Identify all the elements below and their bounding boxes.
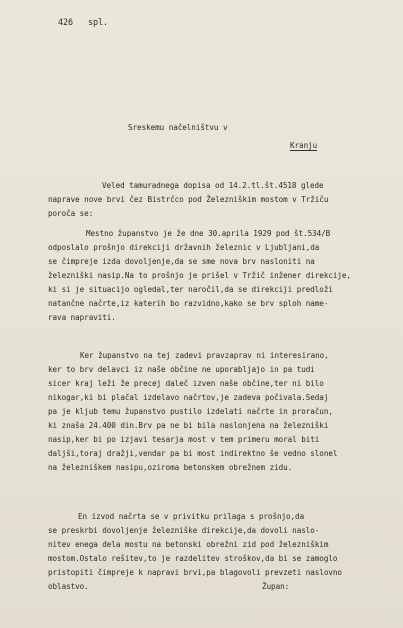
paragraph2-line-7: nasip,ker bi po izjavi tesarja most v tem primeru moral biti (48, 435, 320, 444)
paragraph2-line-1: Ker županstvo na tej zadevi pravzaprav ni interesirano, (80, 351, 329, 360)
signature-label: Župan: (262, 582, 290, 591)
recipient-line-2: Kranju (290, 141, 318, 150)
recipient-line-1: Sreskemu načelništvu v (128, 123, 228, 132)
paragraph3-line-4: mostom.Ostalo rešitev,to je razdelitev stroškov,da bi se zamoglo (48, 554, 338, 563)
paragraph2-line-2: ker to brv delavci iz naše občine ne uporabljajo in pa tudi (48, 365, 315, 374)
paragraph3-line-2: se preskrbi dovoljenje železniške direkcije,da dovoli naslo- (48, 526, 320, 535)
paragraph2-line-8: daljši,toraj dražji,vendar pa bi most indirektno še vedno slonel (48, 449, 338, 458)
paragraph1-line-3: se čimpreje izda dovoljenje,da se sme nova brv nasloniti na (48, 257, 315, 266)
paragraph3-line-1: En izvod načrta se v privitku prilaga s prošnjo,da (78, 512, 305, 521)
paragraph3-line-3: nitev enega dela mostu na betonski obrežni zid pod železniškim (48, 540, 329, 549)
paragraph1-line-2: odposlalo prošnjo direkciji državnih železnic v Ljubljani,da (48, 243, 320, 252)
paragraph1-line-7: rava napraviti. (48, 313, 116, 322)
paragraph1-line-6: natančne načrte,iz katerih bo razvidno,kako se brv sploh name- (48, 299, 329, 308)
paragraph3-line-6: oblastvo. (48, 582, 89, 591)
intro-line-3: poroča se: (48, 209, 94, 218)
paragraph2-line-6: ki znaša 24.400 din.Brv pa ne bi bila naslonjena na železniški (48, 421, 329, 430)
paragraph1-line-5: ki si je situacijo ogledal,ter naročil,da se direkciji predloži (48, 285, 333, 294)
paragraph2-line-3: sicer kraj leži že precej daleč izven naše občine,ter ni bilo (48, 379, 324, 388)
paragraph2-line-4: nikogar,ki bi plačal izdelavo načrtov,je zadeva počivala.Sedaj (48, 393, 329, 402)
intro-line-2: naprave nove brvi čez Bistrčco pod Železniškim mostom v Tržiču (48, 195, 329, 204)
intro-line-1: Veled tamuradnega dopisa od 14.2.tl.št.4518 glede (102, 181, 324, 190)
paragraph1-line-1: Mestno županstvo je že dne 30.aprila 1929 pod št.534/B (86, 229, 331, 238)
paragraph2-line-5: pa je kljub temu županstvo pustilo izdelati načrte in proračun, (48, 407, 333, 416)
reference-number: 426 spl. (58, 17, 108, 27)
paragraph2-line-9: na železniškem nasipu,oziroma betonskem obrežnem zidu. (48, 463, 293, 472)
paragraph1-line-4: železniški nasip.Na to prošnjo je prišel v Tržič inžener direkcije, (48, 271, 351, 280)
paragraph3-line-5: pristopiti čimpreje k napravi brvi,pa blagovoli prevzeti naslovno (48, 568, 342, 577)
